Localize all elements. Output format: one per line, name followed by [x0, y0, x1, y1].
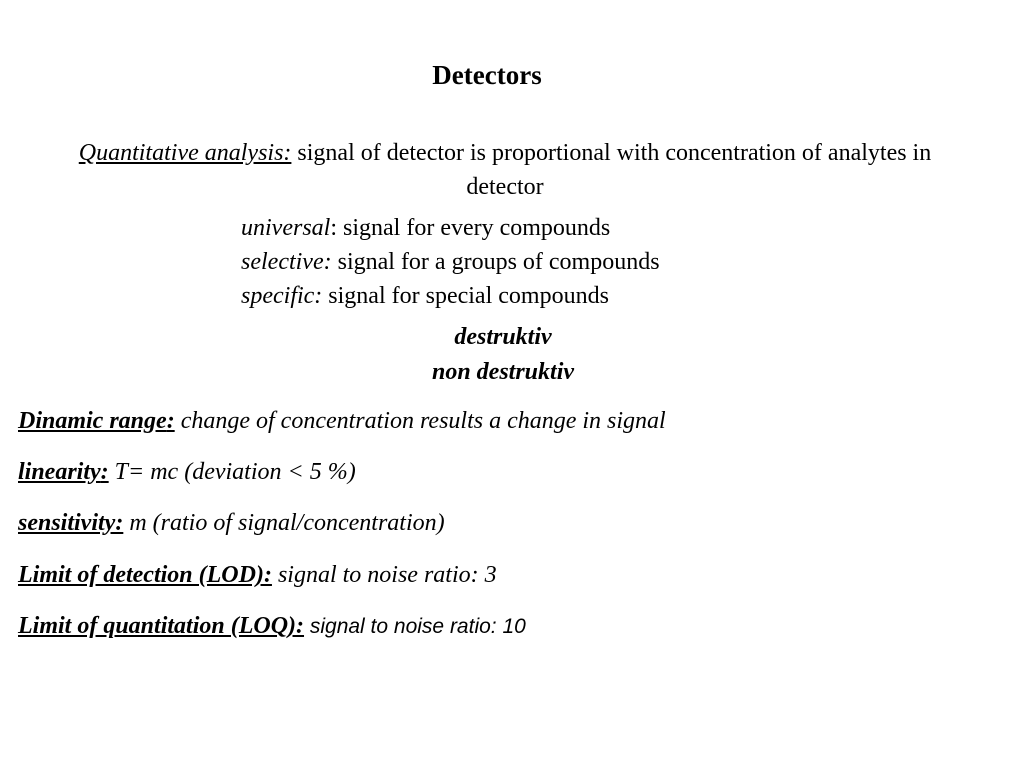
quantitative-analysis-paragraph — [40, 136, 970, 204]
property-term: sensitivity: — [18, 510, 124, 536]
property-term: Dinamic range — [18, 408, 167, 434]
detector-type-term: specific: — [241, 283, 323, 309]
non-destructive-item: non destruktiv — [431, 359, 575, 385]
detector-type-desc: signal for special compounds — [328, 283, 609, 309]
property-desc: T= mc (deviation < 5 %) — [108, 459, 356, 485]
detector-type-desc: signal for a groups of compounds — [337, 249, 660, 275]
property-colon: : — [100, 459, 109, 485]
detector-type-desc: signal for every compounds — [343, 215, 611, 241]
detector-type-universal — [241, 211, 660, 245]
detector-types-list — [241, 211, 660, 313]
property-linearity — [18, 457, 356, 487]
property-term: Limit of quantitation (LOQ): — [18, 613, 305, 639]
destructive-item: destruktiv — [454, 324, 552, 350]
destructive-list — [0, 320, 1006, 390]
property-colon: : — [166, 408, 175, 434]
property-dynamic-range — [18, 406, 666, 436]
quantitative-analysis-text: signal of detector is proportional with concentration of analytes in detector — [291, 140, 932, 200]
property-desc: m (ratio of signal/concentration) — [123, 510, 445, 536]
property-sensitivity — [18, 508, 445, 538]
detector-type-specific — [241, 279, 660, 313]
property-desc: signal to noise ratio: 10 — [304, 615, 526, 638]
detector-type-term: universal — [241, 215, 331, 241]
property-desc: change of concentration results a change in signal — [174, 408, 666, 434]
property-loq — [18, 611, 526, 642]
detector-type-separator: : — [330, 215, 343, 241]
detector-type-selective — [241, 245, 660, 279]
property-term: Limit of detection (LOD): — [18, 562, 272, 588]
slide-title: Detectors — [432, 60, 542, 90]
detector-type-term: selective: — [241, 249, 332, 275]
quantitative-analysis-label: Quantitative analysis: — [78, 140, 292, 166]
property-term: linearity — [18, 459, 101, 485]
property-lod — [18, 560, 497, 590]
property-desc: signal to noise ratio: 3 — [271, 562, 497, 588]
